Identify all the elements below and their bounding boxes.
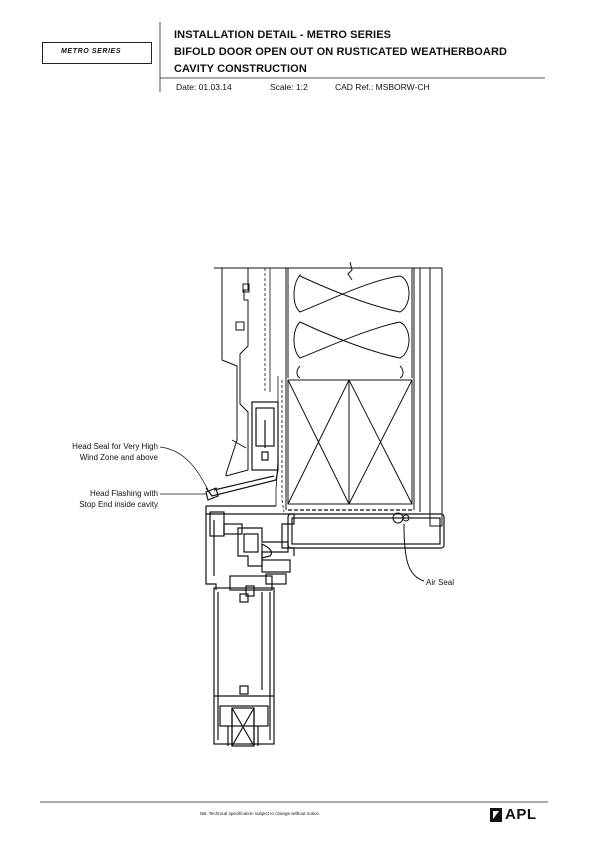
air-seal-label: Air Seal [426, 578, 455, 587]
leader-lines [160, 447, 208, 494]
head-seal-label-line-2: Wind Zone and above [79, 453, 158, 462]
head-seal-label-line-1: Head Seal for Very High [72, 442, 158, 451]
date-text: Date: 01.03.14 [176, 82, 232, 92]
reveal-board [288, 510, 444, 548]
door-head-frame [206, 506, 294, 596]
cavity-wrap [265, 268, 284, 512]
title-line-2: BIFOLD DOOR OPEN OUT ON RUSTICATED WEATHERBOARD [174, 46, 508, 58]
footer-note: NB. Technical specification subject to change without notice. [200, 811, 320, 816]
head-seal-label [40, 442, 158, 462]
title-line-3: CAVITY CONSTRUCTION [174, 63, 307, 75]
logo-text: METRO SERIES [61, 48, 122, 55]
bifold-door-panel [214, 588, 274, 746]
weatherboard-cladding [214, 268, 442, 476]
interior-lining [420, 268, 442, 526]
insulation-batts [294, 275, 409, 378]
header-rules [160, 22, 545, 92]
scale-text: Scale: 1:2 [270, 82, 308, 92]
title-line-1: INSTALLATION DETAIL - METRO SERIES [174, 29, 392, 41]
lintel-timber [288, 380, 412, 504]
air-seal [393, 513, 424, 581]
head-flashing-label [40, 489, 158, 509]
head-flashing [206, 402, 278, 500]
head-flashing-label-line-2: Stop End inside cavity [79, 500, 158, 509]
apl-logo-mark [490, 808, 502, 822]
stud-frame [286, 262, 414, 510]
cad-ref-text: CAD Ref.: MSBORW-CH [335, 82, 430, 92]
head-flashing-label-line-1: Head Flashing with [89, 489, 158, 498]
apl-brand: APL [505, 806, 537, 823]
